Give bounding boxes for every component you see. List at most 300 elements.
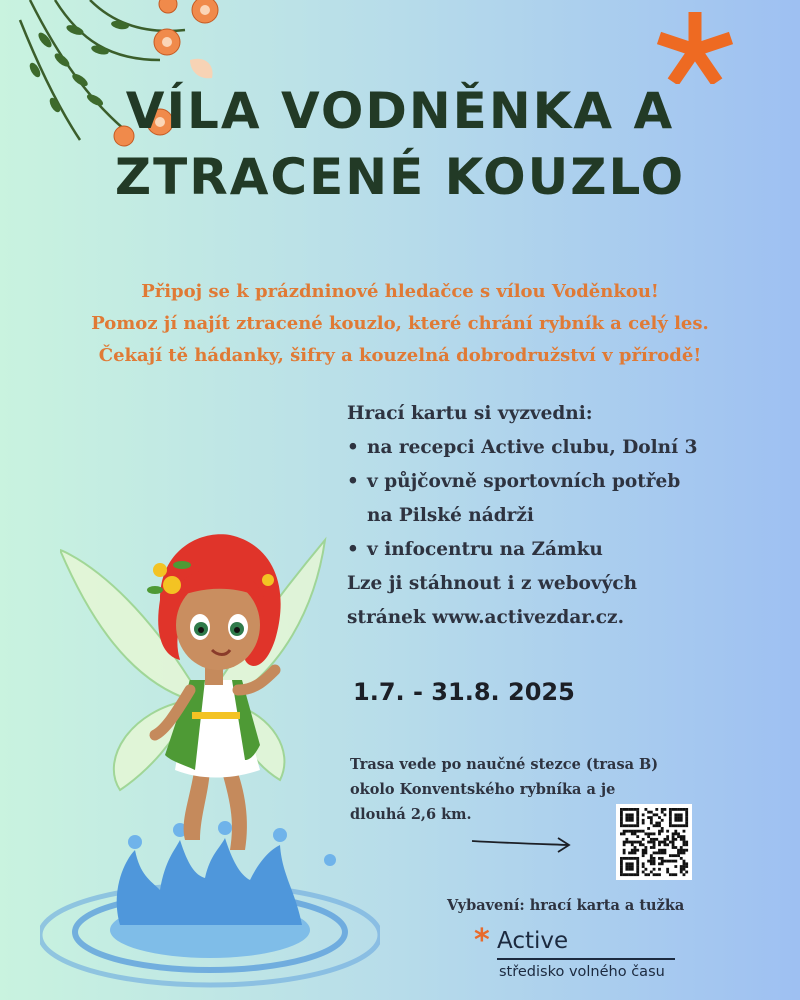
qr-module: [636, 824, 639, 827]
qr-module: [669, 841, 672, 844]
qr-module: [674, 854, 677, 857]
qr-module: [683, 830, 686, 833]
qr-module: [658, 841, 661, 844]
qr-module: [672, 835, 675, 838]
qr-module: [636, 830, 639, 833]
qr-module: [623, 852, 626, 855]
qr-module: [636, 862, 639, 865]
qr-module: [628, 841, 631, 844]
qr-module: [647, 811, 650, 814]
fairy-illustration: [60, 530, 330, 880]
qr-module: [653, 832, 656, 835]
qr-module: [628, 852, 631, 855]
qr-module: [631, 841, 634, 844]
qr-module: [661, 819, 664, 822]
qr-module: [623, 841, 626, 844]
qr-module: [674, 846, 677, 849]
qr-module: [685, 813, 688, 816]
qr-module: [683, 865, 686, 868]
qr-module: [683, 808, 686, 811]
qr-module: [685, 816, 688, 819]
pickup-item-3: • v infocentru na Zámku: [347, 533, 697, 567]
qr-module: [677, 835, 680, 838]
qr-module: [661, 841, 664, 844]
qr-module: [674, 873, 677, 876]
qr-module: [620, 857, 623, 860]
qr-module: [628, 830, 631, 833]
download-line-2: stránek www.activezdar.cz.: [347, 607, 625, 628]
qr-module: [677, 824, 680, 827]
qr-module: [644, 832, 647, 835]
qr-module: [642, 822, 645, 825]
qr-module: [625, 813, 628, 816]
qr-module: [636, 835, 639, 838]
logo-subtitle: středisko volného času: [499, 964, 665, 980]
qr-module: [683, 843, 686, 846]
qr-module: [650, 871, 653, 874]
qr-module: [655, 824, 658, 827]
qr-module: [658, 824, 661, 827]
qr-module: [650, 822, 653, 825]
qr-module: [655, 873, 658, 876]
qr-module: [631, 857, 634, 860]
qr-module: [666, 871, 669, 874]
logo-divider: [497, 958, 675, 960]
qr-module: [664, 838, 667, 841]
qr-module: [658, 873, 661, 876]
qr-module: [642, 865, 645, 868]
qr-module: [661, 852, 664, 855]
pickup-item-2: • v půjčovně sportovních potřeb: [347, 465, 697, 499]
qr-module: [647, 841, 650, 844]
route-info: [350, 752, 658, 827]
qr-module: [623, 808, 626, 811]
event-dates: 1.7. - 31.8. 2025: [353, 678, 575, 706]
qr-module: [680, 819, 683, 822]
qr-module: [653, 868, 656, 871]
qr-module: [620, 865, 623, 868]
qr-module: [653, 843, 656, 846]
qr-module: [685, 819, 688, 822]
qr-module: [683, 852, 686, 855]
qr-module: [674, 865, 677, 868]
qr-module: [672, 838, 675, 841]
qr-module: [636, 819, 639, 822]
qr-module: [623, 873, 626, 876]
qr-module: [683, 849, 686, 852]
title-line-2: ZTRACENÉ KOUZLO: [114, 148, 686, 206]
qr-module: [680, 838, 683, 841]
qr-module: [674, 819, 677, 822]
qr-module: [653, 860, 656, 863]
qr-module: [653, 841, 656, 844]
qr-module: [642, 854, 645, 857]
qr-module: [661, 860, 664, 863]
qr-module: [658, 868, 661, 871]
qr-module: [672, 824, 675, 827]
qr-module: [650, 841, 653, 844]
qr-module: [677, 832, 680, 835]
qr-module: [623, 849, 626, 852]
qr-module: [650, 816, 653, 819]
qr-module: [625, 857, 628, 860]
qr-module: [680, 816, 683, 819]
qr-module: [669, 816, 672, 819]
qr-module: [636, 849, 639, 852]
qr-module: [680, 846, 683, 849]
qr-module: [625, 819, 628, 822]
qr-module: [634, 824, 637, 827]
qr-module: [680, 808, 683, 811]
qr-module: [669, 808, 672, 811]
qr-module: [620, 819, 623, 822]
qr-module: [658, 816, 661, 819]
qr-module: [647, 873, 650, 876]
qr-module: [639, 830, 642, 833]
qr-module: [634, 832, 637, 835]
qr-module: [636, 865, 639, 868]
qr-module: [634, 808, 637, 811]
qr-module: [628, 813, 631, 816]
qr-module: [631, 849, 634, 852]
logo-star: *: [474, 923, 490, 958]
qr-module: [664, 808, 667, 811]
qr-module: [647, 827, 650, 830]
qr-module: [631, 830, 634, 833]
qr-module: [669, 822, 672, 825]
qr-module: [634, 830, 637, 833]
qr-module: [674, 824, 677, 827]
qr-module: [623, 857, 626, 860]
qr-module: [655, 852, 658, 855]
qr-module: [658, 822, 661, 825]
qr-module: [620, 832, 623, 835]
qr-module: [661, 808, 664, 811]
qr-module: [647, 816, 650, 819]
qr-module: [672, 854, 675, 857]
qr-module: [628, 862, 631, 865]
qr-module: [631, 862, 634, 865]
qr-module: [661, 862, 664, 865]
qr-module: [625, 816, 628, 819]
qr-module: [625, 873, 628, 876]
qr-module: [623, 824, 626, 827]
qr-module: [672, 860, 675, 863]
qr-module: [672, 873, 675, 876]
qr-module: [658, 862, 661, 865]
qr-module: [647, 832, 650, 835]
qr-module: [625, 865, 628, 868]
qr-module: [625, 808, 628, 811]
qr-module: [672, 808, 675, 811]
qr-module: [672, 841, 675, 844]
qr-module: [677, 849, 680, 852]
qr-module: [658, 849, 661, 852]
qr-module: [664, 841, 667, 844]
qr-module: [661, 811, 664, 814]
qr-module: [620, 873, 623, 876]
qr-module: [636, 841, 639, 844]
qr-module: [625, 868, 628, 871]
qr-module: [680, 835, 683, 838]
qr-module: [650, 854, 653, 857]
qr-module: [674, 838, 677, 841]
qr-module: [623, 843, 626, 846]
qr-module: [650, 838, 653, 841]
qr-module: [644, 849, 647, 852]
qr-module: [631, 873, 634, 876]
qr-module: [680, 813, 683, 816]
qr-module: [620, 824, 623, 827]
qr-module: [653, 824, 656, 827]
qr-module: [685, 871, 688, 874]
qr-module: [636, 813, 639, 816]
qr-module: [628, 819, 631, 822]
pickup-heading: Hrací kartu si vyzvedni:: [347, 403, 593, 424]
qr-module: [674, 860, 677, 863]
qr-code-icon[interactable]: [616, 804, 692, 880]
qr-module: [625, 824, 628, 827]
qr-module: [647, 860, 650, 863]
qr-module: [625, 838, 628, 841]
qr-module: [623, 830, 626, 833]
qr-module: [625, 862, 628, 865]
qr-module: [677, 813, 680, 816]
qr-module: [666, 830, 669, 833]
qr-module: [650, 857, 653, 860]
qr-module: [683, 835, 686, 838]
qr-module: [669, 860, 672, 863]
arrow-right-icon: [470, 833, 575, 855]
qr-module: [669, 819, 672, 822]
qr-module: [683, 868, 686, 871]
qr-module: [655, 808, 658, 811]
qr-module: [642, 819, 645, 822]
qr-module: [628, 824, 631, 827]
qr-module: [634, 857, 637, 860]
qr-module: [669, 811, 672, 814]
qr-module: [636, 857, 639, 860]
qr-module: [623, 832, 626, 835]
qr-module: [653, 813, 656, 816]
qr-module: [677, 854, 680, 857]
qr-module: [669, 873, 672, 876]
intro-text: [0, 276, 800, 372]
qr-module: [620, 868, 623, 871]
qr-module: [631, 824, 634, 827]
qr-module: [628, 865, 631, 868]
qr-module: [674, 816, 677, 819]
qr-module: [674, 808, 677, 811]
qr-module: [650, 862, 653, 865]
qr-module: [631, 852, 634, 855]
logo-name: Active: [497, 928, 569, 954]
qr-module: [685, 865, 688, 868]
qr-module: [631, 819, 634, 822]
route-line-2: okolo Konventského rybníka a je: [350, 781, 616, 798]
qr-module: [650, 819, 653, 822]
qr-module: [642, 852, 645, 855]
qr-module: [658, 843, 661, 846]
qr-module: [674, 830, 677, 833]
qr-module: [653, 873, 656, 876]
equipment-text: Vybavení: hrací karta a tužka: [447, 897, 685, 914]
qr-module: [683, 841, 686, 844]
qr-module: [636, 816, 639, 819]
qr-module: [666, 838, 669, 841]
qr-module: [685, 841, 688, 844]
qr-module: [653, 846, 656, 849]
qr-module: [680, 852, 683, 855]
qr-module: [625, 830, 628, 833]
qr-module: [650, 832, 653, 835]
qr-module: [680, 849, 683, 852]
qr-module: [661, 827, 664, 830]
qr-module: [655, 813, 658, 816]
qr-module: [664, 860, 667, 863]
qr-module: [620, 862, 623, 865]
qr-module: [631, 832, 634, 835]
qr-module: [677, 808, 680, 811]
qr-module: [650, 811, 653, 814]
qr-module: [636, 808, 639, 811]
qr-module: [642, 813, 645, 816]
qr-module: [669, 824, 672, 827]
qr-module: [664, 843, 667, 846]
qr-module: [685, 822, 688, 825]
pickup-item-1: • na recepci Active clubu, Dolní 3: [347, 431, 697, 465]
qr-module: [683, 824, 686, 827]
qr-module: [644, 808, 647, 811]
qr-module: [674, 832, 677, 835]
qr-module: [620, 808, 623, 811]
qr-module: [669, 813, 672, 816]
qr-module: [685, 843, 688, 846]
qr-module: [634, 841, 637, 844]
qr-module: [631, 813, 634, 816]
qr-module: [644, 873, 647, 876]
qr-module: [642, 862, 645, 865]
qr-module: [664, 849, 667, 852]
qr-module: [685, 862, 688, 865]
intro-line-1: Připoj se k prázdninové hledačce s vílou Voděnkou!: [141, 281, 659, 302]
qr-module: [669, 854, 672, 857]
qr-module: [680, 871, 683, 874]
qr-module: [658, 832, 661, 835]
qr-module: [625, 841, 628, 844]
qr-module: [683, 873, 686, 876]
qr-module: [636, 873, 639, 876]
download-line-1: Lze ji stáhnout i z webových: [347, 573, 638, 594]
qr-module: [620, 813, 623, 816]
qr-module: [664, 852, 667, 855]
title-line-1: VÍLA VODNĚNKA A: [125, 82, 675, 140]
qr-module: [683, 862, 686, 865]
qr-module: [677, 816, 680, 819]
qr-module: [636, 868, 639, 871]
qr-module: [658, 857, 661, 860]
qr-module: [685, 808, 688, 811]
qr-module: [680, 857, 683, 860]
qr-module: [680, 868, 683, 871]
qr-module: [634, 873, 637, 876]
route-line-3: dlouhá 2,6 km.: [350, 806, 472, 823]
qr-module: [642, 838, 645, 841]
qr-module: [685, 824, 688, 827]
qr-module: [685, 849, 688, 852]
qr-module: [628, 857, 631, 860]
qr-module: [620, 871, 623, 874]
qr-module: [631, 816, 634, 819]
qr-module: [634, 846, 637, 849]
qr-module: [628, 873, 631, 876]
qr-module: [666, 860, 669, 863]
qr-module: [634, 849, 637, 852]
qr-module: [634, 852, 637, 855]
qr-module: [631, 865, 634, 868]
qr-module: [683, 838, 686, 841]
qr-module: [620, 811, 623, 814]
qr-module: [636, 811, 639, 814]
qr-module: [661, 830, 664, 833]
qr-module: [644, 868, 647, 871]
qr-module: [677, 852, 680, 855]
asterisk-icon: [655, 12, 735, 84]
qr-module: [653, 852, 656, 855]
qr-module: [683, 860, 686, 863]
qr-module: [653, 838, 656, 841]
qr-module: [644, 852, 647, 855]
qr-module: [636, 822, 639, 825]
qr-module: [628, 868, 631, 871]
qr-module: [644, 846, 647, 849]
qr-module: [642, 871, 645, 874]
qr-module: [655, 838, 658, 841]
qr-module: [685, 811, 688, 814]
qr-module: [642, 849, 645, 852]
qr-module: [672, 843, 675, 846]
qr-module: [620, 822, 623, 825]
qr-module: [666, 835, 669, 838]
qr-module: [631, 808, 634, 811]
intro-line-2: Pomoz jí najít ztracené kouzlo, které chrání rybník a celý les.: [91, 313, 709, 334]
qr-module: [639, 843, 642, 846]
qr-module: [655, 822, 658, 825]
qr-module: [653, 862, 656, 865]
pickup-item-2-cont: na Pilské nádrži: [367, 505, 534, 526]
qr-module: [628, 816, 631, 819]
qr-module: [666, 868, 669, 871]
qr-module: [661, 849, 664, 852]
pickup-info: [347, 397, 697, 635]
qr-module: [628, 808, 631, 811]
qr-module: [658, 852, 661, 855]
qr-module: [647, 835, 650, 838]
qr-module: [653, 857, 656, 860]
qr-module: [636, 871, 639, 874]
qr-module: [658, 830, 661, 833]
qr-module: [650, 846, 653, 849]
qr-module: [620, 860, 623, 863]
qr-module: [672, 832, 675, 835]
intro-line-3: Čekají tě hádanky, šifry a kouzelná dobrodružství v přírodě!: [98, 345, 702, 366]
qr-module: [631, 868, 634, 871]
qr-module: [672, 846, 675, 849]
qr-module: [680, 865, 683, 868]
qr-module: [666, 843, 669, 846]
qr-module: [636, 860, 639, 863]
qr-module: [680, 824, 683, 827]
